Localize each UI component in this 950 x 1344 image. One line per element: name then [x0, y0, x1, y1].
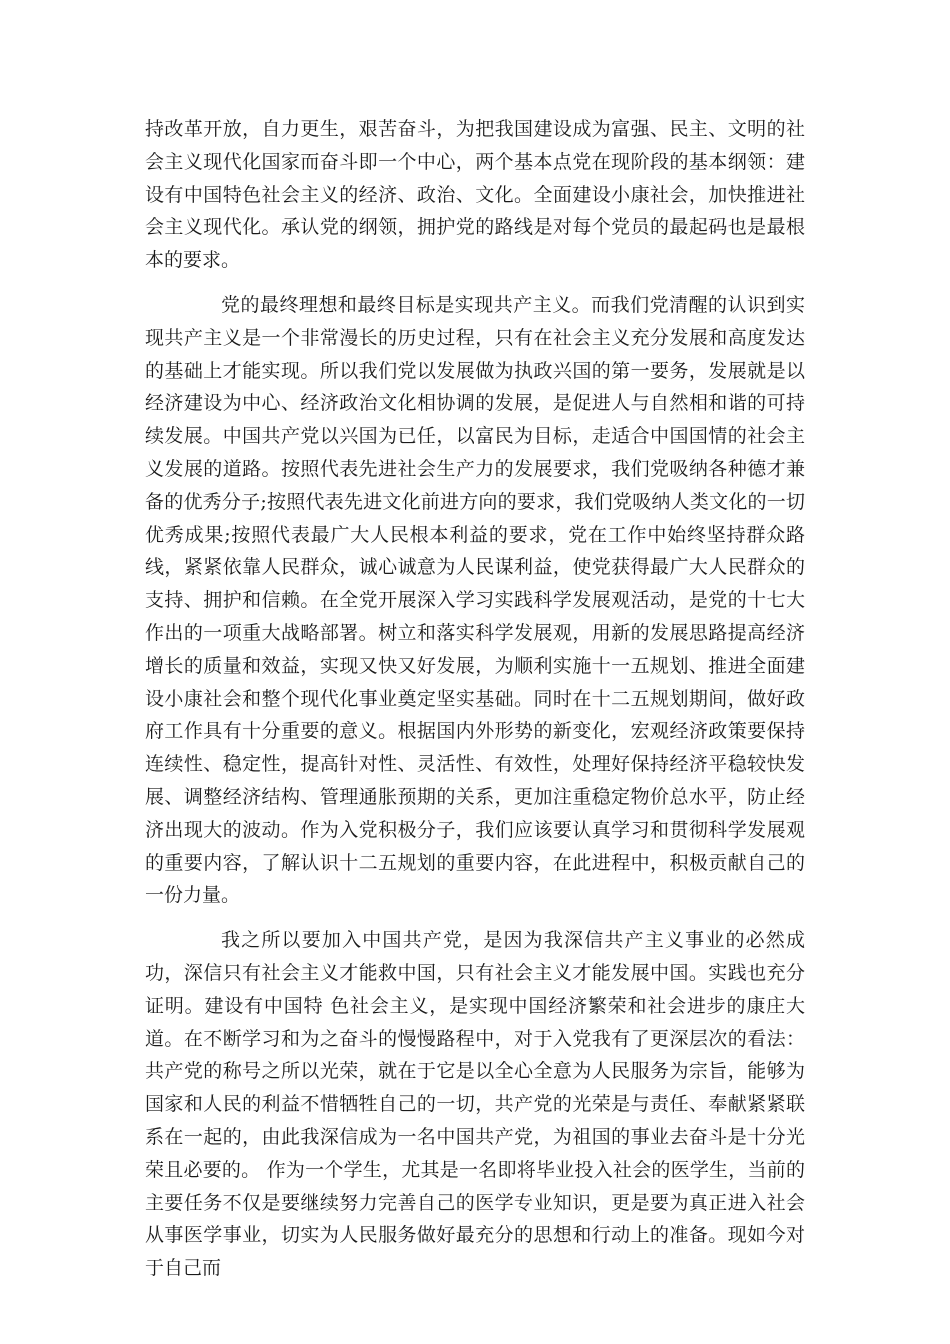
paragraph-2: 党的最终理想和最终目标是实现共产主义。而我们党清醒的认识到实现共产主义是一个非常漫长的历史过程，只有在社会主义充分发展和高度发达的基础上才能实现。所以我们党以发展做为执政兴国的第一要务，发展就是以经济建设为中心、经济政治文化相协调的发展，是促进人与自然相和谐的可持续发展。中国共产党以兴国为已任，以富民为目标，走适合中国国情的社会主义发展的道路。按照代表先进社会生产力的发展要求，我们党吸纳各种德才兼备的优秀分子;按照代表先进文化前进方向的要求，我们党吸纳人类文化的一切优秀成果;按照代表最广大人民根本利益的要求，党在工作中始终坚持群众路线，紧紧依靠人民群众，诚心诚意为人民谋利益，使党获得最广大人民群众的支持、拥护和信赖。在全党开展深入学习实践科学发展观活动，是党的十七大作出的一项重大战略部署。树立和落实科学发展观，用新的发展思路提高经济增长的质量和效益，实现又快又好发展，为顺利实施十一五规划、推进全面建设小康社会和整个现代化事业奠定坚实基础。同时在十二五规划期间，做好政府工作具有十分重要的意义。根据国内外形势的新变化，宏观经济政策要保持连续性、稳定性，提高针对性、灵活性、有效性，处理好保持经济平稳较快发展、调整经济结构、管理通胀预期的关系，更加注重稳定物价总水平，防止经济出现大的波动。作为入党积极分子，我们应该要认真学习和贯彻科学发展观的重要内容，了解认识十二五规划的重要内容，在此进程中，积极贡献自己的一份力量。: [145, 293, 805, 907]
document-body: [145, 113, 805, 1285]
paragraph-1: 持改革开放，自力更生，艰苦奋斗，为把我国建设成为富强、民主、文明的社会主义现代化国家而奋斗即一个中心，两个基本点党在现阶段的基本纲领：建设有中国特色社会主义的经济、政治、文化。全面建设小康社会，加快推进社会主义现代化。承认党的纲领，拥护党的路线是对每个党员的最起码也是最根本的要求。: [145, 118, 805, 272]
paragraph-3: 我之所以要加入中国共产党，是因为我深信共产主义事业的必然成功，深信只有社会主义才能救中国，只有社会主义才能发展中国。实践也充分证明。建设有中国特 色社会主义，是实现中国经济繁荣和社会进步的康庄大道。在不断学习和为之奋斗的慢慢路程中，对于入党我有了更深层次的看法：共产党的称号之所以光荣，就在于它是以全心全意为人民服务为宗旨，能够为国家和人民的利益不惜牺牲自己的一切，共产党的光荣是与责任、奉献紧紧联系在一起的，由此我深信成为一名中国共产党，为祖国的事业去奋斗是十分光荣且必要的。 作为一个学生，尤其是一名即将毕业投入社会的医学生，当前的主要任务不仅是要继续努力完善自己的医学专业知识，更是要为真正进入社会从事医学事业，切实为人民服务做好最充分的思想和行动上的准备。现如今对于自己而: [145, 929, 805, 1280]
